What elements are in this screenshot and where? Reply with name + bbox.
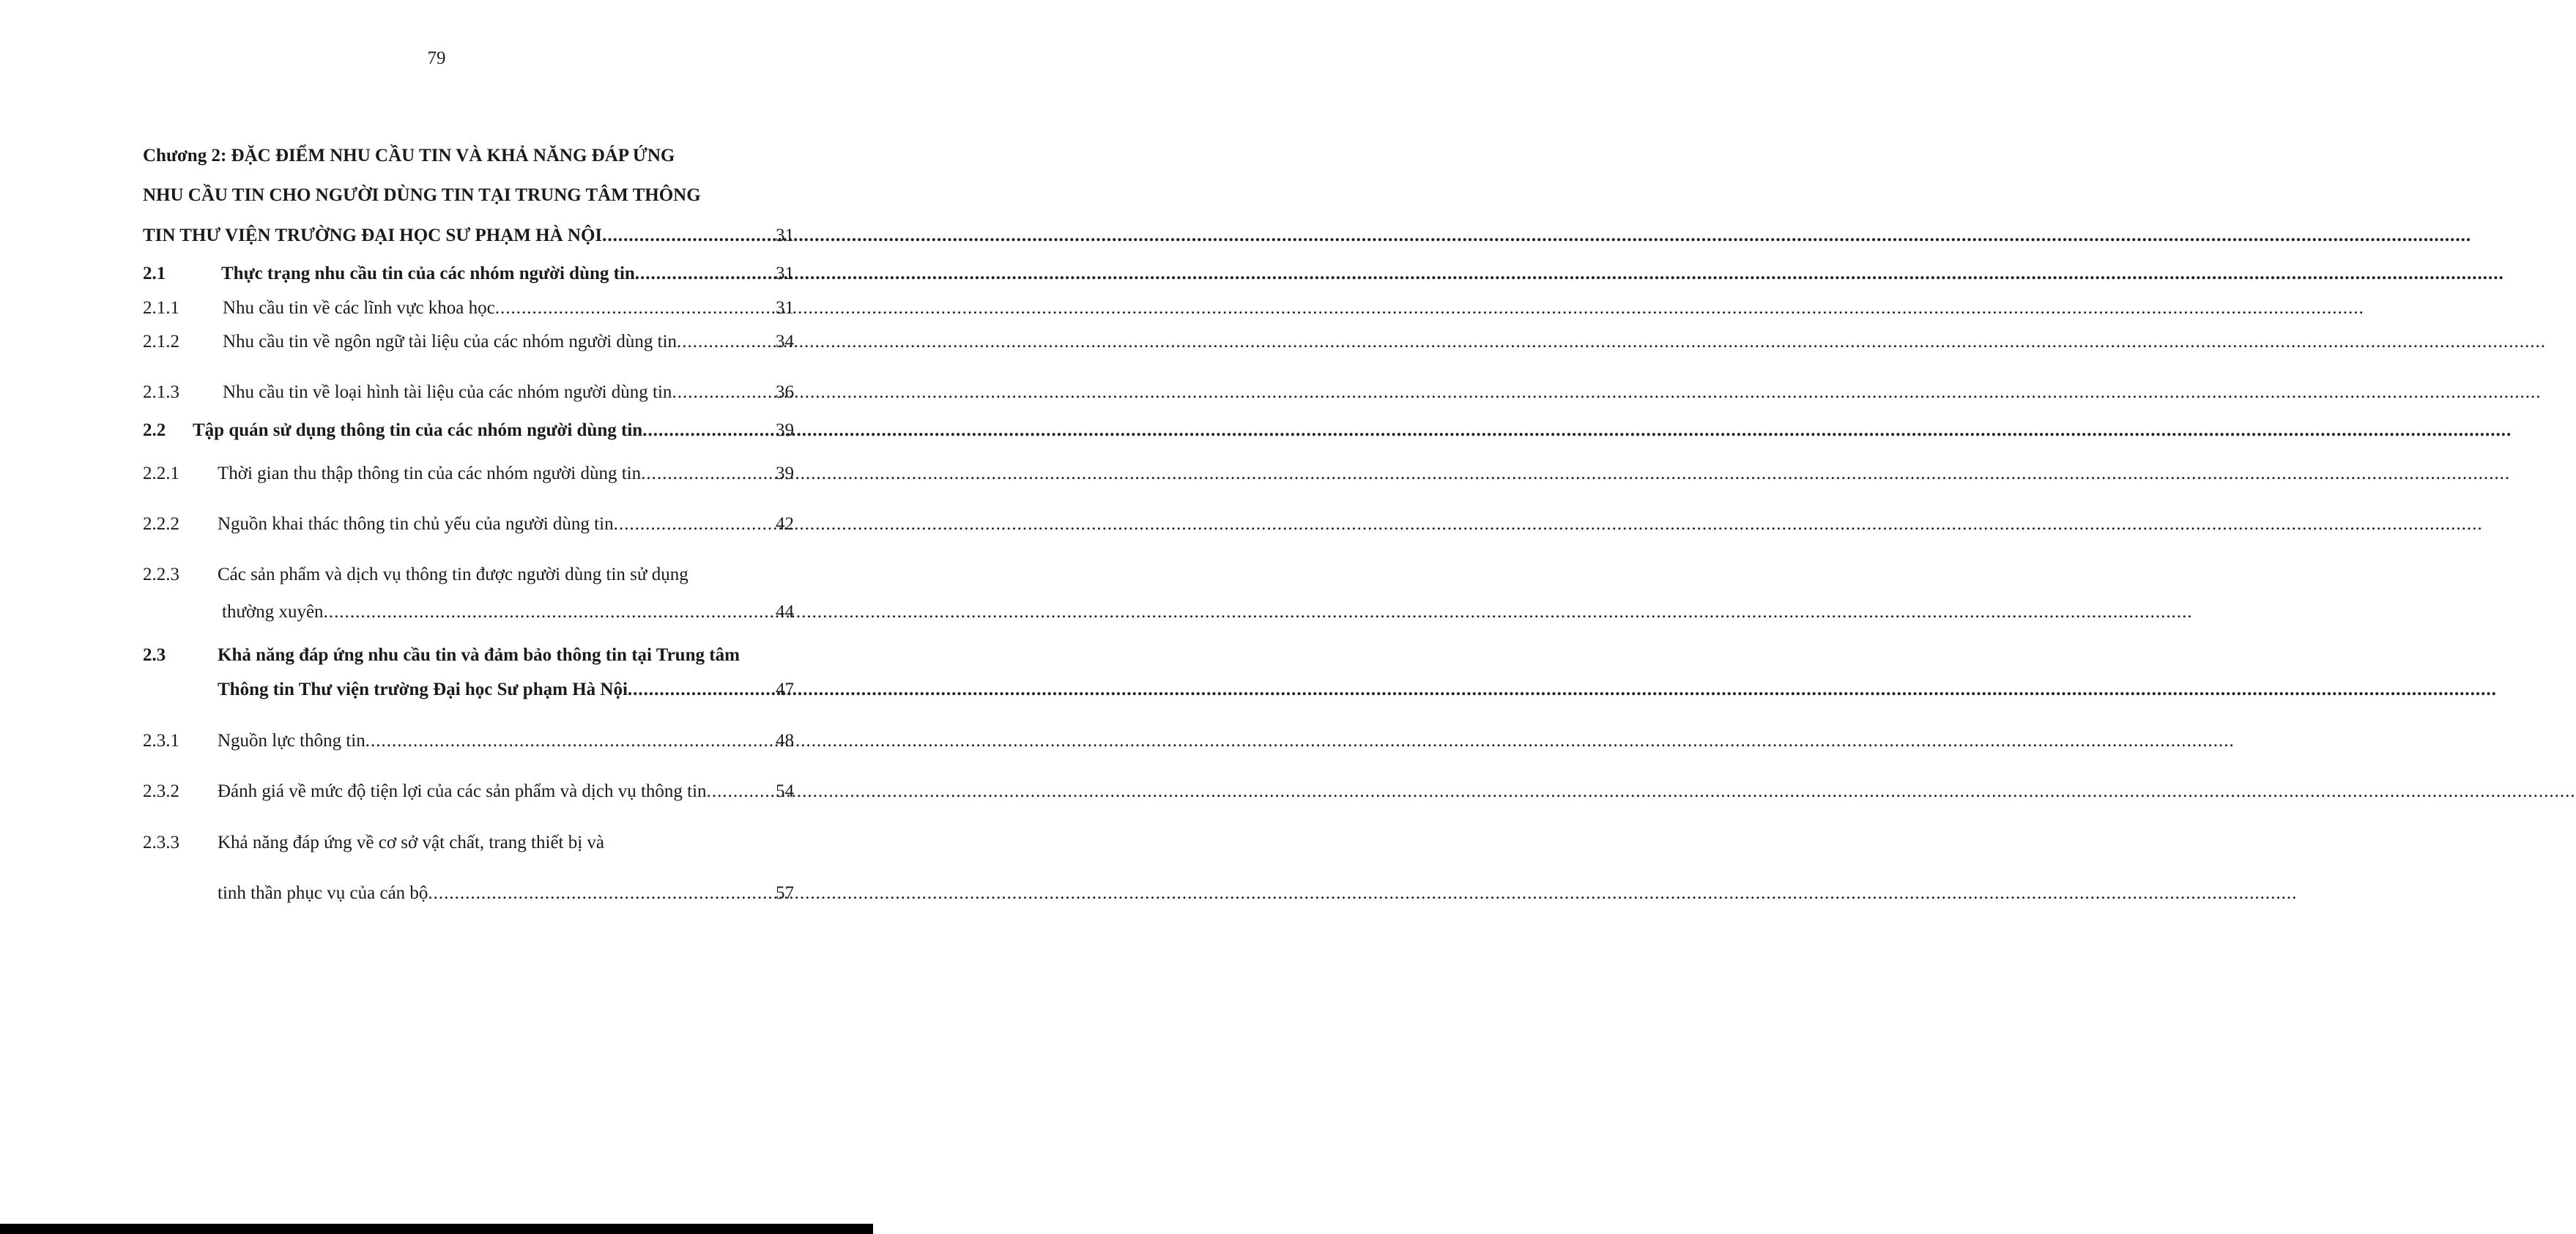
toc-entry-2-1-3: [143, 381, 794, 404]
toc-page-number: 31: [776, 226, 794, 245]
toc-section-title: Nhu cầu tin về loại hình tài liệu của các nhóm người dùng tin: [223, 382, 672, 402]
toc-section-number: 2.2: [143, 420, 166, 440]
toc-section-title: Khả năng đáp ứng về cơ sở vật chất, trang thiết bị và: [218, 833, 605, 852]
toc-chapter-line-3: [143, 224, 794, 248]
toc-leader: [707, 780, 774, 803]
toc-section-title-cont: thường xuyên: [222, 602, 324, 622]
toc-chapter-line-1: [143, 144, 794, 168]
toc-leader: [365, 729, 774, 753]
toc-entry-2-2-3-cont: [143, 601, 794, 624]
toc-entry-2-3-3-cont: [143, 882, 794, 905]
toc-entry-2-2-1: [143, 462, 794, 486]
toc-leader: [672, 381, 774, 404]
toc-section-number: 2.3.2: [143, 781, 179, 801]
toc-chapter-title-1: Chương 2: ĐẶC ĐIỂM NHU CẦU TIN VÀ KHẢ NĂNG ĐÁP ỨNG: [143, 146, 675, 166]
toc-entry-2-3-2: [143, 780, 794, 803]
toc-leader: [428, 882, 774, 905]
toc-section-title: Thời gian thu thập thông tin của các nhóm người dùng tin: [218, 464, 642, 483]
toc-entry-2-3-cont: [143, 678, 794, 702]
toc-page-number: 44: [776, 602, 794, 622]
toc-section-title: Thực trạng nhu cầu tin của các nhóm người dùng tin: [221, 264, 635, 283]
toc-page-number: 39: [776, 464, 794, 483]
toc-entry-2-2: [143, 419, 794, 442]
toc-leader: [677, 330, 774, 354]
toc-leader: [642, 419, 774, 442]
toc-section-title: Khả năng đáp ứng nhu cầu tin và đảm bảo thông tin tại Trung tâm: [218, 645, 740, 665]
toc-section-title: Các sản phẩm và dịch vụ thông tin được người dùng tin sử dụng: [218, 565, 688, 584]
toc-entry-2-3: [143, 644, 794, 667]
toc-leader: [602, 224, 774, 248]
toc-section-number: 2.2.3: [143, 565, 179, 584]
toc-leader: [641, 462, 774, 486]
toc-section-title: Nhu cầu tin về ngôn ngữ tài liệu của các nhóm người dùng tin: [223, 332, 678, 352]
toc-section-title-cont: tinh thần phục vụ của cán bộ: [218, 883, 428, 903]
toc-section-title-cont: Thông tin Thư viện trường Đại học Sư phạm Hà Nội: [218, 680, 628, 699]
toc-section-title: Nguồn lực thông tin: [218, 731, 365, 751]
toc-leader: [324, 601, 774, 624]
toc-page-number: 34: [776, 332, 794, 352]
toc-entry-2-2-3: [143, 563, 794, 587]
toc-page-number: 39: [776, 420, 794, 440]
toc-section-title: Nguồn khai thác thông tin chủ yếu của người dùng tin: [218, 514, 614, 534]
toc-section-title: Nhu cầu tin về các lĩnh vực khoa học: [223, 298, 495, 318]
toc-page-number: 54: [776, 781, 794, 801]
toc-page-number: 47: [776, 680, 794, 699]
toc-leader: [495, 297, 774, 320]
toc-chapter-title-3: TIN THƯ VIỆN TRƯỜNG ĐẠI HỌC SƯ PHẠM HÀ NỘI: [143, 226, 603, 245]
toc-entry-2-1-2: [143, 330, 794, 354]
toc-leader: [628, 678, 774, 702]
toc-page-number: 57: [776, 883, 794, 903]
toc-page-number: 42: [776, 514, 794, 534]
toc-section-number: 2.2.2: [143, 514, 179, 534]
toc-section-number: 2.1.1: [143, 298, 179, 318]
toc-page-number: 31: [776, 264, 794, 283]
toc-section-title: Tập quán sử dụng thông tin của các nhóm người dùng tin: [193, 420, 643, 440]
toc-entry-2-2-2: [143, 513, 794, 536]
toc-entry-2-1: [143, 262, 794, 286]
toc-entry-2-3-3: [143, 831, 794, 855]
toc-section-number: 2.2.1: [143, 464, 179, 483]
toc-page-number: 48: [776, 731, 794, 751]
toc-page-number: 31: [776, 298, 794, 318]
toc-leader: [635, 262, 774, 286]
toc-page-number: 36: [776, 382, 794, 402]
toc-chapter-title-2: NHU CẦU TIN CHO NGƯỜI DÙNG TIN TẠI TRUNG TÂM THÔNG: [143, 185, 701, 205]
page-number: 79: [427, 48, 446, 68]
toc-section-number: 2.3.1: [143, 731, 179, 751]
toc-entry-2-1-1: [143, 297, 794, 320]
toc-section-number: 2.1.3: [143, 382, 179, 402]
page-bottom-border: [0, 1224, 873, 1234]
toc-leader: [614, 513, 774, 536]
toc-section-title: Đánh giá về mức độ tiện lợi của các sản phẩm và dịch vụ thông tin: [218, 781, 707, 801]
toc-chapter-line-2: [143, 184, 794, 207]
toc-section-number: 2.1.2: [143, 332, 179, 352]
toc-section-number: 2.1: [143, 264, 166, 283]
toc-section-number: 2.3: [143, 645, 166, 665]
toc-section-number: 2.3.3: [143, 833, 179, 852]
toc-entry-2-3-1: [143, 729, 794, 753]
